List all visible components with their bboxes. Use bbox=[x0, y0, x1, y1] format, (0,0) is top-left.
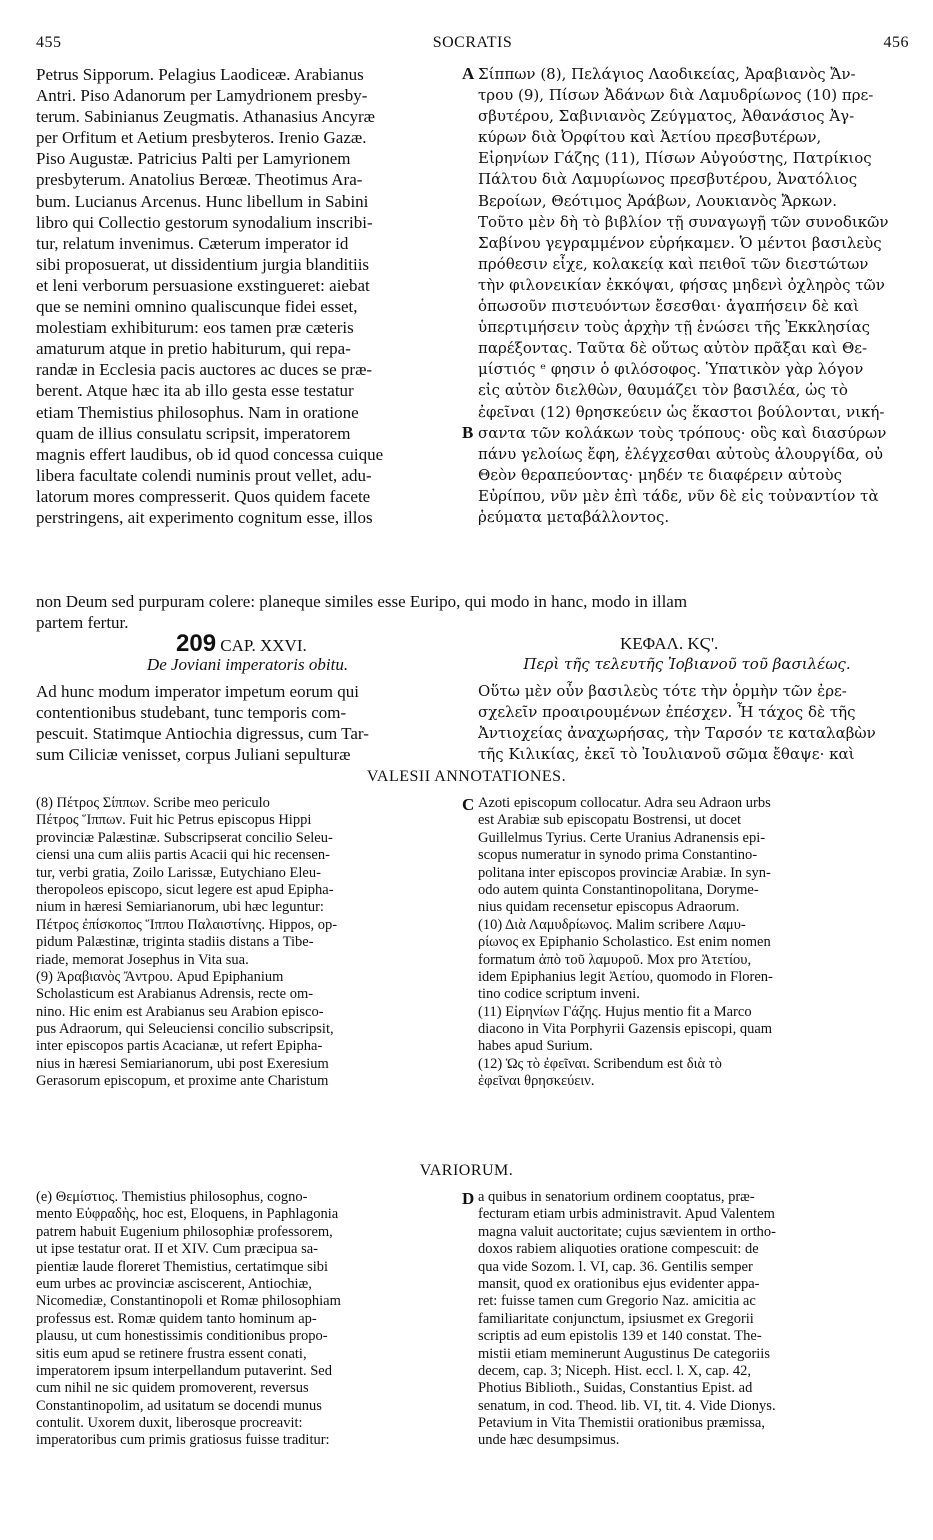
greek-text-line: κύρων διὰ Ὀρφίτου καὶ Ἀετίου πρεσβυτέρων, bbox=[478, 128, 822, 147]
greek-text-line: Εἰρηνίων Γάζης (11), Πίσων Αὐγούστης, Πατρίκιος bbox=[478, 149, 872, 168]
greek-text-line: τρου (9), Πίσων Ἀδάνων διὰ Λαμυδρίωνος (10) πρε- bbox=[478, 86, 874, 105]
variorum-right bbox=[478, 1189, 896, 1450]
greek-text-line: μίστιός ᵉ φησιν ὁ φιλόσοφος. Ὑπατικὸν γὰρ λόγον bbox=[478, 360, 864, 379]
latin-text-line: Petrus Sipporum. Pelagius Laodiceæ. Arabianus bbox=[36, 65, 364, 84]
annotation-line: Πέτρος Ἵππων. Fuit hic Petrus episcopus Hippi bbox=[36, 812, 312, 829]
latin-text-line: contentionibus studebant, tunc temporis com- bbox=[36, 703, 347, 723]
annotation-line: habes apud Surium. bbox=[478, 1038, 593, 1055]
latin-text-line: etiam Themistius philosophus. Nam in oratione bbox=[36, 402, 359, 422]
latin-text-line: amaturum atque in pretio habiturum, qui repa- bbox=[36, 339, 351, 359]
annotation-line: ut ipse testatur orat. II et XIV. Cum præcipua sa- bbox=[36, 1241, 319, 1258]
greek-text-line: τῆς Κιλικίας, ἐκεῖ τὸ Ἰουλιανοῦ σῶμα ἔθαψε· καὶ bbox=[478, 745, 855, 764]
annotation-line: tur, verbi gratia, Zoilo Larissæ, Eutychiano Eleu- bbox=[36, 864, 321, 881]
greek-text-line: Σίππων (8), Πελάγιος Λαοδικείας, Ἀραβιανὸς Ἄν- bbox=[478, 65, 856, 83]
annotation-line: imperatoribus cum primis gratiosus fuisse traditur: bbox=[36, 1432, 330, 1449]
greek-text-line: πάνυ γελοίως ἔφη, ἐλέγχεσθαι αὐτοὺς ἁλουργίδα, οὐ bbox=[478, 444, 883, 463]
annotation-line: eum urbes ac provinciæ asciscerent, Antiochiæ, bbox=[36, 1275, 312, 1292]
annotation-line: Petavium in Vita Themistii orationibus præmissa, bbox=[478, 1415, 765, 1432]
annotation-line: provinciæ Palæstinæ. Subscripserat concilio Seleu- bbox=[36, 829, 333, 846]
annotation-line: decem, cap. 3; Niceph. Hist. eccl. l. X, cap. 42, bbox=[478, 1362, 751, 1379]
chapter-title-greek: Περὶ τῆς τελευτῆς Ἰοβιανοῦ τοῦ βασιλέως. bbox=[523, 655, 851, 673]
greek-text-line: εἰς αὐτὸν διελθὼν, θαυμάζει τὸν βασιλέα, ὡς τὸ bbox=[478, 381, 848, 400]
latin-text-line: magnis effert laudibus, ob id quod concessa cuique bbox=[36, 444, 384, 464]
latin-text-line: Ad hunc modum imperator impetum eorum qui bbox=[36, 682, 359, 701]
annotation-line: mento Εὐφραδὴς, hoc est, Eloquens, in Paphlagonia bbox=[36, 1206, 339, 1223]
greek-text-line: τὴν φιλονεικίαν ἐκκόψαι, φήσας μηδενὶ ὀχληρὸς τῶν bbox=[478, 275, 885, 294]
annotation-line: professus est. Romæ quidem tanto hominum ap- bbox=[36, 1310, 317, 1327]
annotation-line: pientiæ laude floreret Themistius, certatimque sibi bbox=[36, 1258, 329, 1275]
annotation-line: ἐφεῖναι θρησκεύειν. bbox=[478, 1073, 595, 1090]
annotation-line: tino codice scriptum inveni. bbox=[478, 986, 640, 1003]
greek-text-line: σβυτέρου, Σαβινιανὸς Ζεύγματος, Ἀθανάσιος Ἀγ- bbox=[478, 107, 855, 126]
annotation-line: mistii etiam meminerunt Augustinus De categoriis bbox=[478, 1345, 770, 1362]
annotation-line: formatum ἀπὸ τοῦ λαμυροῦ. Mox pro Ἀτετίου, bbox=[478, 951, 752, 968]
annotation-line: contulit. Uxorem duxit, liberosque procreavit: bbox=[36, 1415, 303, 1432]
margin-marker-a: A bbox=[462, 64, 475, 83]
annotation-line: cum nihil ne sic quidem promoverent, reversus bbox=[36, 1380, 309, 1397]
annotation-line: pidum Palæstinæ, triginta stadiis distans a Tibe- bbox=[36, 934, 314, 951]
latin-text-line: quam de illius consulatu scripsit, imperatorem bbox=[36, 423, 351, 443]
annotation-line: riade, memorat Josephus in Vita sua. bbox=[36, 951, 249, 968]
annotation-line: (12) Ὡς τὸ ἐφεῖναι. Scribendum est διὰ τὸ bbox=[478, 1055, 722, 1072]
latin-column-2 bbox=[36, 681, 459, 765]
annotation-line: a quibus in senatorium ordinem cooptatus, præ- bbox=[478, 1189, 755, 1205]
greek-text-line: παρέξοντας. Ταῦτα δὲ οὕτως αὐτὸν πρᾶξαι καὶ Θε- bbox=[478, 339, 868, 358]
margin-marker-c: C bbox=[462, 795, 475, 814]
annotation-line: qua vide Sozom. l. VI, cap. 36. Gentilis semper bbox=[478, 1258, 753, 1275]
chapter-number: 209 bbox=[176, 630, 217, 657]
page-number-left: 455 bbox=[36, 34, 62, 51]
greek-text-line: Οὕτω μὲν οὖν βασιλεὺς τότε τὴν ὁρμὴν τῶν ἐρε- bbox=[478, 682, 847, 700]
valesii-right bbox=[478, 795, 896, 1091]
annotation-line: idem Epiphanius legit Ἀετίου, quomodo in Floren- bbox=[478, 968, 773, 985]
greek-text-line: Πάλτου διὰ Λαμυρίωνος πρεσβυτέρου, Ἀνατόλιος bbox=[478, 170, 858, 189]
annotation-line: senatum, in cod. Theod. lib. VI, tit. 4. Vide Dionys. bbox=[478, 1397, 776, 1414]
chapter-title-latin: De Joviani imperatoris obitu. bbox=[146, 655, 349, 674]
annotation-line: est Arabiæ sub episcopatu Bostrensi, ut docet bbox=[478, 812, 741, 829]
annotation-line: Nicomediæ, Constantinopoli et Romæ philosophiam bbox=[36, 1293, 341, 1310]
annotation-line: imperatorem ipsum interpellandum putaverint. Sed bbox=[36, 1362, 332, 1379]
greek-text-line: πρόθεσιν εἶχε, κολακείᾳ καὶ πειθοῖ τῶν διεστώτων bbox=[478, 254, 869, 273]
latin-text-line: que se nemini omnino qualiscunque fidei esset, bbox=[36, 297, 358, 317]
annotation-line: scriptis ad eum epistolis 139 et 140 constat. The- bbox=[478, 1328, 762, 1345]
latin-text-line: perstringens, ait experimento cognitum esse, illos bbox=[36, 507, 373, 527]
greek-text-line: Ἀντιοχείας ἀναχωρήσας, τὴν Ταρσόν τε καταλαβὼν bbox=[478, 724, 876, 743]
greek-text-line: Τοῦτο μὲν δὴ τὸ βιβλίον τῇ συναγωγῇ τῶν συνοδικῶν bbox=[478, 212, 889, 231]
annotation-line: magna valuit auctoritate; cujus sævientem in ortho- bbox=[478, 1223, 776, 1240]
greek-text-line: ὁπωσοῦν πιστευόντων ἔσεσθαι· ἀγαπήσειν δὲ καὶ bbox=[478, 297, 860, 316]
running-title: SOCRATIS bbox=[432, 34, 513, 51]
annotation-line: (9) Ἀραβιανὸς Ἄντρου. Apud Epiphanium bbox=[36, 968, 284, 985]
latin-text-line: per Orfitum et Aetium presbyteros. Irenio Gazæ. bbox=[36, 128, 367, 148]
latin-text-line: berent. Atque hæc ita ab illo gesta esse testatur bbox=[36, 381, 354, 401]
annotation-line: diacono in Vita Porphyrii Gazensis episcopi, quam bbox=[478, 1021, 773, 1038]
greek-text-line: ὑπερτιμήσειν τοὺς ἀρχὴν τῇ ἑνώσει τῆς Ἐκκλησίας bbox=[478, 318, 871, 337]
annotation-line: plausu, ut cum honestissimis conditionibus propo- bbox=[36, 1328, 328, 1345]
greek-column bbox=[478, 64, 896, 528]
greek-text-line: σαντα τῶν κολάκων τοὺς τρόπους· οὓς καὶ διασύρων bbox=[478, 423, 887, 442]
annotation-line: nius in hæresi Semiarianorum, ubi post Exeresium bbox=[36, 1055, 329, 1072]
annotation-line: scopus numeratur in synodo prima Constantino- bbox=[478, 847, 758, 864]
annotation-line: familiaritate conjunctum, ipsiusmet ex Gregorii bbox=[478, 1310, 754, 1327]
latin-text-line: molestiam exhibiturum: eos tamen præ cæteris bbox=[36, 318, 354, 338]
latin-text-line: terum. Sabinianus Zeugmatis. Athanasius Ancyræ bbox=[36, 107, 376, 127]
latin-text-line: sibi proposuerat, ut dissidentium jurgia blanditiis bbox=[36, 254, 370, 274]
latin-text-line: tur, relatum invenimus. Cæterum imperator id bbox=[36, 233, 349, 253]
annotation-line: ret: fuisse tamen cum Gregorio Naz. amicitia ac bbox=[478, 1293, 756, 1310]
margin-marker-b: B bbox=[462, 423, 474, 442]
latin-text-line: Piso Augustæ. Patricius Palti per Lamyrionem bbox=[36, 149, 351, 169]
greek-text-line: ἐφεῖναι (12) θρησκεύειν ὡς ἕκαστοι βούλονται, νική- bbox=[478, 402, 885, 421]
valesii-title: VALESII ANNOTATIONES. bbox=[366, 768, 567, 785]
annotation-line: ρίωνος ex Epiphanio Scholastico. Est enim nomen bbox=[478, 934, 771, 951]
annotation-line: Πέτρος ἐπίσκοπος Ἵππου Παλαιστίνης. Hippos, op- bbox=[36, 916, 338, 933]
greek-text-line: σχελεῖν προαιρουμένων ἐπέσχεν. Ἦ τάχος δὲ τῆς bbox=[478, 703, 856, 722]
running-header bbox=[36, 34, 909, 60]
chapter-label: CAP. XXVI. bbox=[220, 636, 307, 655]
variorum-left bbox=[36, 1189, 456, 1450]
annotation-line: pus Adraorum, qui Seleuciensi concilio subscripsit, bbox=[36, 1021, 334, 1038]
greek-text-line: Σαβίνου γεγραμμένον εὑρήκαμεν. Ὁ μέντοι βασιλεὺς bbox=[478, 233, 882, 252]
annotation-line: politana inter episcopos provinciæ Arabiæ. In syn- bbox=[478, 864, 771, 881]
latin-text-line: latorum mores compresserit. Quos quidem facete bbox=[36, 486, 371, 506]
annotation-line: (e) Θεμίστιος. Themistius philosophus, cogno- bbox=[36, 1189, 308, 1205]
annotation-line: nium in hæresi Semiarianorum, ubi hæc leguntur: bbox=[36, 899, 324, 916]
latin-text-line: libro qui Collectio gestorum synodalium inscribi- bbox=[36, 212, 373, 232]
latin-text-line: pescuit. Statimque Antiochia digressus, cum Tar- bbox=[36, 724, 369, 744]
greek-text-line: Εὐρίπου, νῦν μὲν ἐπὶ τάδε, νῦν δὲ εἰς τοὐναντίον τὰ bbox=[478, 486, 879, 505]
annotation-line: ciensi una cum aliis partis Acacii qui hic recensen- bbox=[36, 847, 330, 864]
annotation-line: (8) Πέτρος Σίππων. Scribe meo periculo bbox=[36, 795, 270, 811]
latin-text-line: et leni verborum persuasione exstingueret: aiebat bbox=[36, 275, 370, 295]
chapter-heading-greek: ΚΕΦΑΛ. ΚϚ'. bbox=[620, 634, 719, 653]
greek-column-2 bbox=[478, 681, 896, 765]
latin-text-line: libera facultate colendi numinis prout vellet, adu- bbox=[36, 465, 372, 485]
latin-text-line: sum Ciliciæ venisset, corpus Juliani sepulturæ bbox=[36, 745, 351, 765]
full-width-line: non Deum sed purpuram colere: planeque similes esse Euripo, qui modo in hanc, modo in illam bbox=[36, 592, 688, 611]
annotation-line: (10) Διὰ Λαμυδρίωνος. Malim scribere Λαμυ- bbox=[478, 916, 746, 933]
margin-marker-d: D bbox=[462, 1189, 475, 1208]
annotation-line: mansit, quod ex orationibus ejus evidenter appa- bbox=[478, 1275, 760, 1292]
annotation-line: theropoleos episcopo, sicut legere est apud Epipha- bbox=[36, 881, 334, 898]
latin-column bbox=[36, 64, 459, 528]
latin-text-line: bum. Lucianus Arcenus. Hunc libellum in Sabini bbox=[36, 191, 369, 211]
annotation-line: fecturam etiam urbis administravit. Apud Valentem bbox=[478, 1206, 775, 1223]
annotation-line: nino. Hic enim est Arabianus seu Arabion episco- bbox=[36, 1003, 324, 1020]
latin-text-line: randæ in Ecclesia pacis auctores ac duces se præ- bbox=[36, 360, 373, 380]
full-width-line-end: partem fertur. bbox=[36, 613, 129, 632]
variorum-title: VARIORUM. bbox=[419, 1162, 514, 1179]
valesii-left bbox=[36, 795, 456, 1091]
annotation-line: (11) Εἰρηνίων Γάζης. Hujus mentio fit a Marco bbox=[478, 1003, 752, 1020]
greek-text-line: Θεὸν θεραπεύοντας· μηδέν τε διαφέρειν αὐτοὺς bbox=[478, 465, 843, 484]
annotation-line: Photius Biblioth., Suidas, Constantius Epist. ad bbox=[478, 1380, 753, 1397]
greek-text-line: ῥεύματα μεταβάλλοντος. bbox=[478, 507, 670, 526]
chapter-heading-latin bbox=[176, 630, 307, 658]
annotation-line: odo autem quinta Constantinopolitana, Doryme- bbox=[478, 881, 759, 898]
annotation-line: unde hæc desumpsimus. bbox=[478, 1432, 620, 1449]
annotation-line: Constantinopolim, ad usitatum se docendi munus bbox=[36, 1397, 322, 1414]
latin-text-line: presbyterum. Anatolius Berœæ. Theotimus Ara- bbox=[36, 170, 363, 190]
annotation-line: inter episcopos partis Acacianæ, ut refert Epipha- bbox=[36, 1038, 323, 1055]
annotation-line: Azoti episcopum collocatur. Adra seu Adraon urbs bbox=[478, 795, 771, 811]
annotation-line: Scholasticum est Arabianus Adrensis, recte om- bbox=[36, 986, 314, 1003]
greek-text-line: Βεροίων, Θεότιμος Ἀράβων, Λουκιανὸς Ἄρκων. bbox=[478, 191, 837, 210]
annotation-line: sitis eum apud se retinere frustra essent conati, bbox=[36, 1345, 307, 1362]
annotation-line: Guillelmus Tyrius. Certe Uranius Adranensis epi- bbox=[478, 829, 766, 846]
annotation-line: Gerasorum episcopum, et proxime ante Charistum bbox=[36, 1073, 329, 1090]
annotation-line: nius quidam recensetur episcopus Adraorum. bbox=[478, 899, 740, 916]
annotation-line: patrem habuit Eugenium philosophiæ professorem, bbox=[36, 1223, 333, 1240]
annotation-line: doxos rabiem aliquoties oratione compescuit: de bbox=[478, 1241, 759, 1258]
latin-text-line: Antri. Piso Adanorum per Lamydrionem presby- bbox=[36, 86, 368, 106]
page-number-right: 456 bbox=[883, 34, 909, 51]
